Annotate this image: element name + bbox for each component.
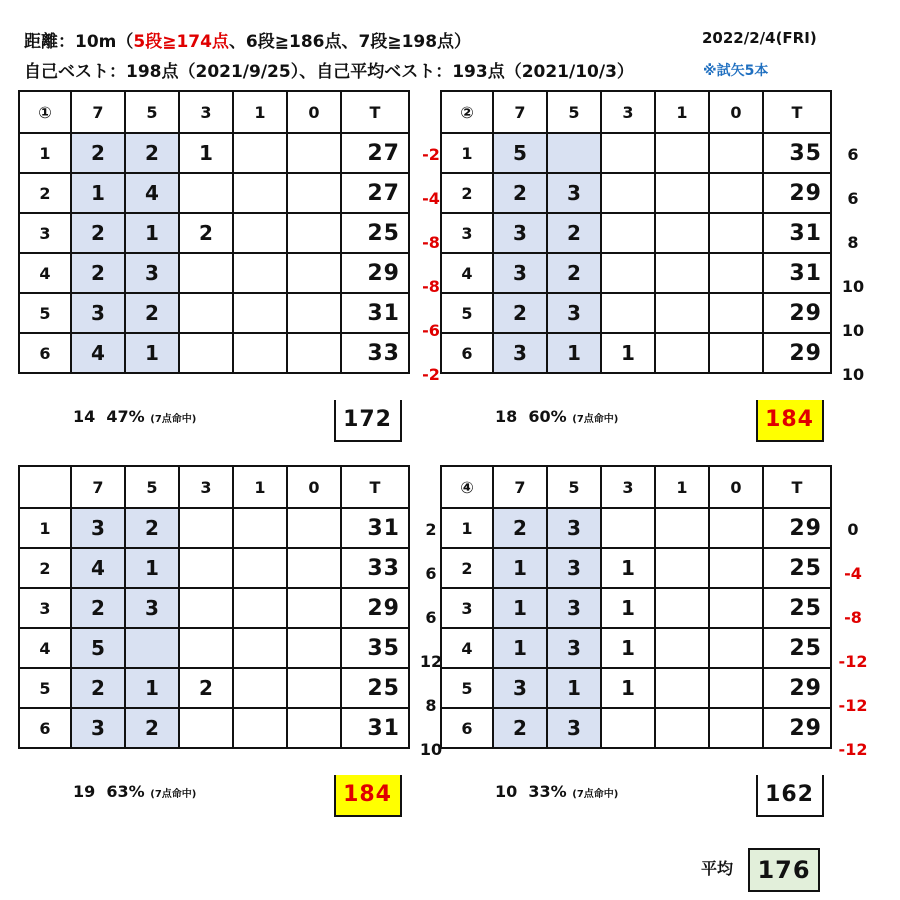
arrow-count-cell: 2 — [125, 133, 179, 173]
arrow-count-cell: 2 — [71, 213, 125, 253]
arrow-count-cell — [287, 333, 341, 373]
hit-note: (7点命中) — [150, 414, 197, 425]
arrow-count-cell — [233, 668, 287, 708]
arrow-count-cell: 2 — [493, 173, 547, 213]
running-diff: 6 — [847, 189, 859, 208]
arrow-count-cell — [547, 133, 601, 173]
arrow-count-cell: 3 — [547, 293, 601, 333]
hit-summary — [73, 782, 196, 801]
end-row — [441, 628, 831, 668]
arrow-count-cell: 4 — [125, 173, 179, 213]
score-table — [440, 465, 832, 749]
end-total: 25 — [763, 548, 831, 588]
arrow-count-cell — [655, 508, 709, 548]
arrow-count-cell — [233, 628, 287, 668]
column-header: 5 — [125, 91, 179, 133]
end-number: 5 — [441, 668, 493, 708]
end-total: 25 — [341, 668, 409, 708]
end-row — [441, 133, 831, 173]
hit-count: 19 — [73, 782, 96, 801]
running-diff: 6 — [847, 145, 859, 164]
arrow-count-cell: 3 — [125, 253, 179, 293]
column-header: 5 — [547, 91, 601, 133]
arrow-count-cell — [709, 293, 763, 333]
arrow-count-cell: 1 — [601, 668, 655, 708]
round-panel — [440, 90, 900, 450]
end-number: 2 — [19, 548, 71, 588]
running-diff: 2 — [425, 520, 437, 539]
running-diff: 10 — [841, 321, 865, 340]
end-row — [441, 213, 831, 253]
score-table — [18, 465, 410, 749]
end-row — [441, 668, 831, 708]
arrow-count-cell: 2 — [125, 293, 179, 333]
arrow-count-cell — [287, 253, 341, 293]
running-diff-column — [826, 511, 880, 775]
arrow-count-cell: 3 — [547, 548, 601, 588]
end-total: 31 — [341, 293, 409, 333]
column-header: 0 — [709, 466, 763, 508]
arrow-count-cell — [233, 548, 287, 588]
session-date: 2022/2/4(FRI) — [702, 29, 817, 47]
end-total: 25 — [341, 213, 409, 253]
arrow-count-cell — [601, 708, 655, 748]
arrow-count-cell — [709, 668, 763, 708]
end-total: 31 — [341, 708, 409, 748]
end-row — [441, 708, 831, 748]
end-number: 2 — [19, 173, 71, 213]
arrow-count-cell — [233, 293, 287, 333]
arrow-count-cell: 3 — [547, 588, 601, 628]
arrow-count-cell — [233, 253, 287, 293]
round-panel — [18, 90, 498, 450]
arrow-count-cell — [655, 668, 709, 708]
header-row — [441, 91, 831, 133]
column-header: 5 — [547, 466, 601, 508]
column-header: 1 — [233, 466, 287, 508]
end-number: 4 — [19, 253, 71, 293]
arrow-count-cell: 2 — [493, 293, 547, 333]
end-number: 3 — [19, 588, 71, 628]
hit-percent: 47% — [106, 407, 145, 426]
arrow-count-cell — [233, 133, 287, 173]
running-diff-column — [826, 136, 880, 400]
end-row — [19, 548, 409, 588]
arrow-count-cell: 2 — [547, 253, 601, 293]
end-total: 29 — [763, 173, 831, 213]
column-header: 1 — [655, 91, 709, 133]
arrow-count-cell: 2 — [71, 588, 125, 628]
end-total: 33 — [341, 333, 409, 373]
arrow-count-cell: 3 — [547, 708, 601, 748]
arrow-count-cell: 2 — [125, 508, 179, 548]
end-row — [19, 508, 409, 548]
end-number: 5 — [19, 293, 71, 333]
hit-note: (7点命中) — [572, 414, 619, 425]
column-header: 0 — [287, 466, 341, 508]
round-panel — [440, 465, 900, 825]
end-row — [441, 253, 831, 293]
column-header: 3 — [601, 466, 655, 508]
arrow-count-cell: 2 — [71, 133, 125, 173]
end-total: 29 — [341, 253, 409, 293]
arrow-count-cell — [709, 588, 763, 628]
column-header: 0 — [709, 91, 763, 133]
arrow-count-cell — [125, 628, 179, 668]
end-number: 1 — [441, 133, 493, 173]
hit-count: 10 — [495, 782, 518, 801]
arrow-count-cell — [655, 293, 709, 333]
arrow-count-cell — [709, 628, 763, 668]
arrow-count-cell — [233, 508, 287, 548]
arrow-count-cell: 3 — [493, 213, 547, 253]
arrow-count-cell — [233, 333, 287, 373]
arrow-count-cell: 2 — [493, 708, 547, 748]
hit-count: 14 — [73, 407, 96, 426]
arrow-count-cell — [601, 173, 655, 213]
hit-percent: 60% — [528, 407, 567, 426]
running-diff: -8 — [844, 608, 862, 627]
arrow-count-cell: 1 — [601, 333, 655, 373]
end-number: 4 — [19, 628, 71, 668]
arrow-count-cell — [709, 548, 763, 588]
arrow-count-cell — [287, 588, 341, 628]
arrow-count-cell — [233, 173, 287, 213]
arrow-count-cell — [655, 588, 709, 628]
column-header: 1 — [655, 466, 709, 508]
end-number: 5 — [441, 293, 493, 333]
arrow-count-cell: 2 — [71, 253, 125, 293]
column-header: 3 — [179, 466, 233, 508]
arrow-count-cell — [601, 213, 655, 253]
arrow-count-cell — [233, 588, 287, 628]
end-total: 27 — [341, 173, 409, 213]
arrow-count-cell: 3 — [547, 173, 601, 213]
arrow-count-cell — [287, 173, 341, 213]
arrow-count-cell — [233, 213, 287, 253]
running-diff: -2 — [422, 145, 440, 164]
arrow-count-cell: 4 — [71, 548, 125, 588]
arrow-count-cell — [287, 213, 341, 253]
arrow-count-cell: 1 — [493, 588, 547, 628]
column-header: T — [341, 91, 409, 133]
arrow-count-cell — [287, 628, 341, 668]
header-row — [19, 91, 409, 133]
header-personal-best-line: 自己ベスト：198点（2021/9/25）、自己平均ベスト：193点（2021/10/3） — [24, 62, 634, 82]
end-total: 29 — [763, 668, 831, 708]
end-number: 1 — [19, 508, 71, 548]
end-row — [441, 293, 831, 333]
arrow-count-cell: 3 — [493, 668, 547, 708]
end-row — [441, 173, 831, 213]
end-number: 6 — [19, 333, 71, 373]
running-diff: -8 — [422, 233, 440, 252]
arrow-count-cell — [655, 213, 709, 253]
running-diff: 8 — [425, 696, 437, 715]
running-diff: -8 — [422, 277, 440, 296]
arrow-count-cell: 1 — [125, 213, 179, 253]
column-header: 7 — [493, 91, 547, 133]
rank-5-threshold: 5段≧174点 — [133, 32, 229, 52]
end-row — [441, 548, 831, 588]
running-diff: 10 — [841, 365, 865, 384]
arrow-count-cell: 3 — [547, 628, 601, 668]
score-table — [440, 90, 832, 374]
arrow-count-cell: 1 — [179, 133, 233, 173]
arrow-count-cell: 1 — [125, 333, 179, 373]
end-row — [19, 708, 409, 748]
score-table — [18, 90, 410, 374]
column-header: 3 — [601, 91, 655, 133]
running-diff: -12 — [838, 652, 868, 671]
end-number: 2 — [441, 548, 493, 588]
end-row — [19, 253, 409, 293]
arrow-count-cell — [233, 708, 287, 748]
arrow-count-cell: 1 — [547, 333, 601, 373]
arrow-count-cell — [179, 548, 233, 588]
header-row — [19, 466, 409, 508]
header-distance-line: 距離：10m（5段≧174点、6段≧186点、7段≧198点） — [24, 32, 472, 52]
end-row — [441, 508, 831, 548]
arrow-count-cell — [655, 708, 709, 748]
end-total: 27 — [341, 133, 409, 173]
hit-note: (7点命中) — [572, 789, 619, 800]
arrow-count-cell — [179, 333, 233, 373]
column-header: 7 — [493, 466, 547, 508]
running-diff: 8 — [847, 233, 859, 252]
end-number: 1 — [441, 508, 493, 548]
column-header: 7 — [71, 91, 125, 133]
end-row — [19, 133, 409, 173]
arrow-count-cell: 5 — [493, 133, 547, 173]
arrow-count-cell — [287, 708, 341, 748]
header-row — [441, 466, 831, 508]
end-number: 3 — [19, 213, 71, 253]
column-header: 5 — [125, 466, 179, 508]
arrow-count-cell — [287, 668, 341, 708]
arrow-count-cell — [709, 173, 763, 213]
round-panel — [18, 465, 498, 825]
round-total: 162 — [756, 775, 824, 817]
arrow-count-cell: 1 — [125, 668, 179, 708]
running-diff: 12 — [419, 652, 443, 671]
arrow-count-cell: 2 — [547, 213, 601, 253]
arrow-count-cell — [709, 253, 763, 293]
end-total: 29 — [763, 293, 831, 333]
end-total: 29 — [763, 708, 831, 748]
arrow-count-cell: 3 — [547, 508, 601, 548]
arrow-count-cell: 4 — [71, 333, 125, 373]
hit-percent: 63% — [106, 782, 145, 801]
warmup-note: ※試矢5本 — [703, 63, 769, 79]
running-diff: 10 — [841, 277, 865, 296]
arrow-count-cell — [655, 548, 709, 588]
arrow-count-cell — [287, 508, 341, 548]
hit-summary — [495, 407, 618, 426]
arrow-count-cell — [287, 548, 341, 588]
end-number: 6 — [19, 708, 71, 748]
running-diff: 0 — [847, 520, 859, 539]
end-row — [441, 588, 831, 628]
arrow-count-cell: 3 — [493, 333, 547, 373]
end-row — [19, 668, 409, 708]
end-row — [19, 293, 409, 333]
end-number: 3 — [441, 588, 493, 628]
arrow-count-cell: 3 — [71, 708, 125, 748]
end-total: 35 — [341, 628, 409, 668]
arrow-count-cell: 2 — [179, 668, 233, 708]
end-number: 6 — [441, 333, 493, 373]
arrow-count-cell: 1 — [601, 548, 655, 588]
average-label: 平均 — [701, 859, 734, 878]
running-diff: -12 — [838, 740, 868, 759]
round-label: ④ — [441, 466, 493, 508]
end-total: 31 — [763, 213, 831, 253]
arrow-count-cell — [709, 213, 763, 253]
arrow-count-cell — [287, 293, 341, 333]
hit-summary — [495, 782, 618, 801]
end-total: 29 — [341, 588, 409, 628]
end-total: 25 — [763, 588, 831, 628]
end-row — [441, 333, 831, 373]
column-header: T — [763, 466, 831, 508]
arrow-count-cell — [601, 293, 655, 333]
end-number: 6 — [441, 708, 493, 748]
hit-note: (7点命中) — [150, 789, 197, 800]
column-header: T — [763, 91, 831, 133]
running-diff: -12 — [838, 696, 868, 715]
column-header: 1 — [233, 91, 287, 133]
arrow-count-cell: 1 — [493, 628, 547, 668]
column-header: T — [341, 466, 409, 508]
hit-summary — [73, 407, 196, 426]
arrow-count-cell — [179, 628, 233, 668]
hit-percent: 33% — [528, 782, 567, 801]
arrow-count-cell: 1 — [547, 668, 601, 708]
round-total: 184 — [756, 400, 824, 442]
arrow-count-cell — [179, 708, 233, 748]
arrow-count-cell: 1 — [493, 548, 547, 588]
arrow-count-cell — [179, 253, 233, 293]
end-total: 31 — [341, 508, 409, 548]
arrow-count-cell — [709, 508, 763, 548]
arrow-count-cell: 3 — [125, 588, 179, 628]
arrow-count-cell: 2 — [493, 508, 547, 548]
end-number: 2 — [441, 173, 493, 213]
end-total: 35 — [763, 133, 831, 173]
end-total: 33 — [341, 548, 409, 588]
arrow-count-cell: 5 — [71, 628, 125, 668]
arrow-count-cell — [709, 133, 763, 173]
arrow-count-cell — [655, 253, 709, 293]
running-diff: 10 — [419, 740, 443, 759]
column-header: 3 — [179, 91, 233, 133]
arrow-count-cell: 3 — [71, 508, 125, 548]
end-total: 25 — [763, 628, 831, 668]
end-row — [19, 213, 409, 253]
end-row — [19, 588, 409, 628]
arrow-count-cell: 2 — [125, 708, 179, 748]
column-header: 7 — [71, 466, 125, 508]
round-total: 184 — [334, 775, 402, 817]
end-total: 29 — [763, 508, 831, 548]
end-row — [19, 628, 409, 668]
round-total: 172 — [334, 400, 402, 442]
arrow-count-cell — [655, 133, 709, 173]
running-diff: -4 — [844, 564, 862, 583]
arrow-count-cell — [179, 508, 233, 548]
arrow-count-cell — [179, 293, 233, 333]
arrow-count-cell — [655, 173, 709, 213]
end-number: 4 — [441, 628, 493, 668]
arrow-count-cell — [655, 628, 709, 668]
arrow-count-cell: 3 — [493, 253, 547, 293]
end-number: 4 — [441, 253, 493, 293]
arrow-count-cell — [601, 508, 655, 548]
arrow-count-cell: 1 — [71, 173, 125, 213]
arrow-count-cell: 1 — [601, 628, 655, 668]
arrow-count-cell — [179, 173, 233, 213]
arrow-count-cell — [287, 133, 341, 173]
end-number: 5 — [19, 668, 71, 708]
arrow-count-cell — [709, 708, 763, 748]
hit-count: 18 — [495, 407, 518, 426]
arrow-count-cell — [601, 253, 655, 293]
end-row — [19, 333, 409, 373]
running-diff: -2 — [422, 365, 440, 384]
running-diff: -6 — [422, 321, 440, 340]
running-diff: 6 — [425, 608, 437, 627]
running-diff: -4 — [422, 189, 440, 208]
arrow-count-cell: 1 — [125, 548, 179, 588]
arrow-count-cell: 3 — [71, 293, 125, 333]
end-row — [19, 173, 409, 213]
round-label: ① — [19, 91, 71, 133]
running-diff: 6 — [425, 564, 437, 583]
arrow-count-cell — [655, 333, 709, 373]
end-number: 3 — [441, 213, 493, 253]
round-label — [19, 466, 71, 508]
end-total: 31 — [763, 253, 831, 293]
round-label: ② — [441, 91, 493, 133]
arrow-count-cell: 1 — [601, 588, 655, 628]
end-number: 1 — [19, 133, 71, 173]
end-total: 29 — [763, 333, 831, 373]
column-header: 0 — [287, 91, 341, 133]
arrow-count-cell — [601, 133, 655, 173]
arrow-count-cell: 2 — [179, 213, 233, 253]
arrow-count-cell — [179, 588, 233, 628]
average-value: 176 — [748, 848, 820, 892]
arrow-count-cell — [709, 333, 763, 373]
arrow-count-cell: 2 — [71, 668, 125, 708]
